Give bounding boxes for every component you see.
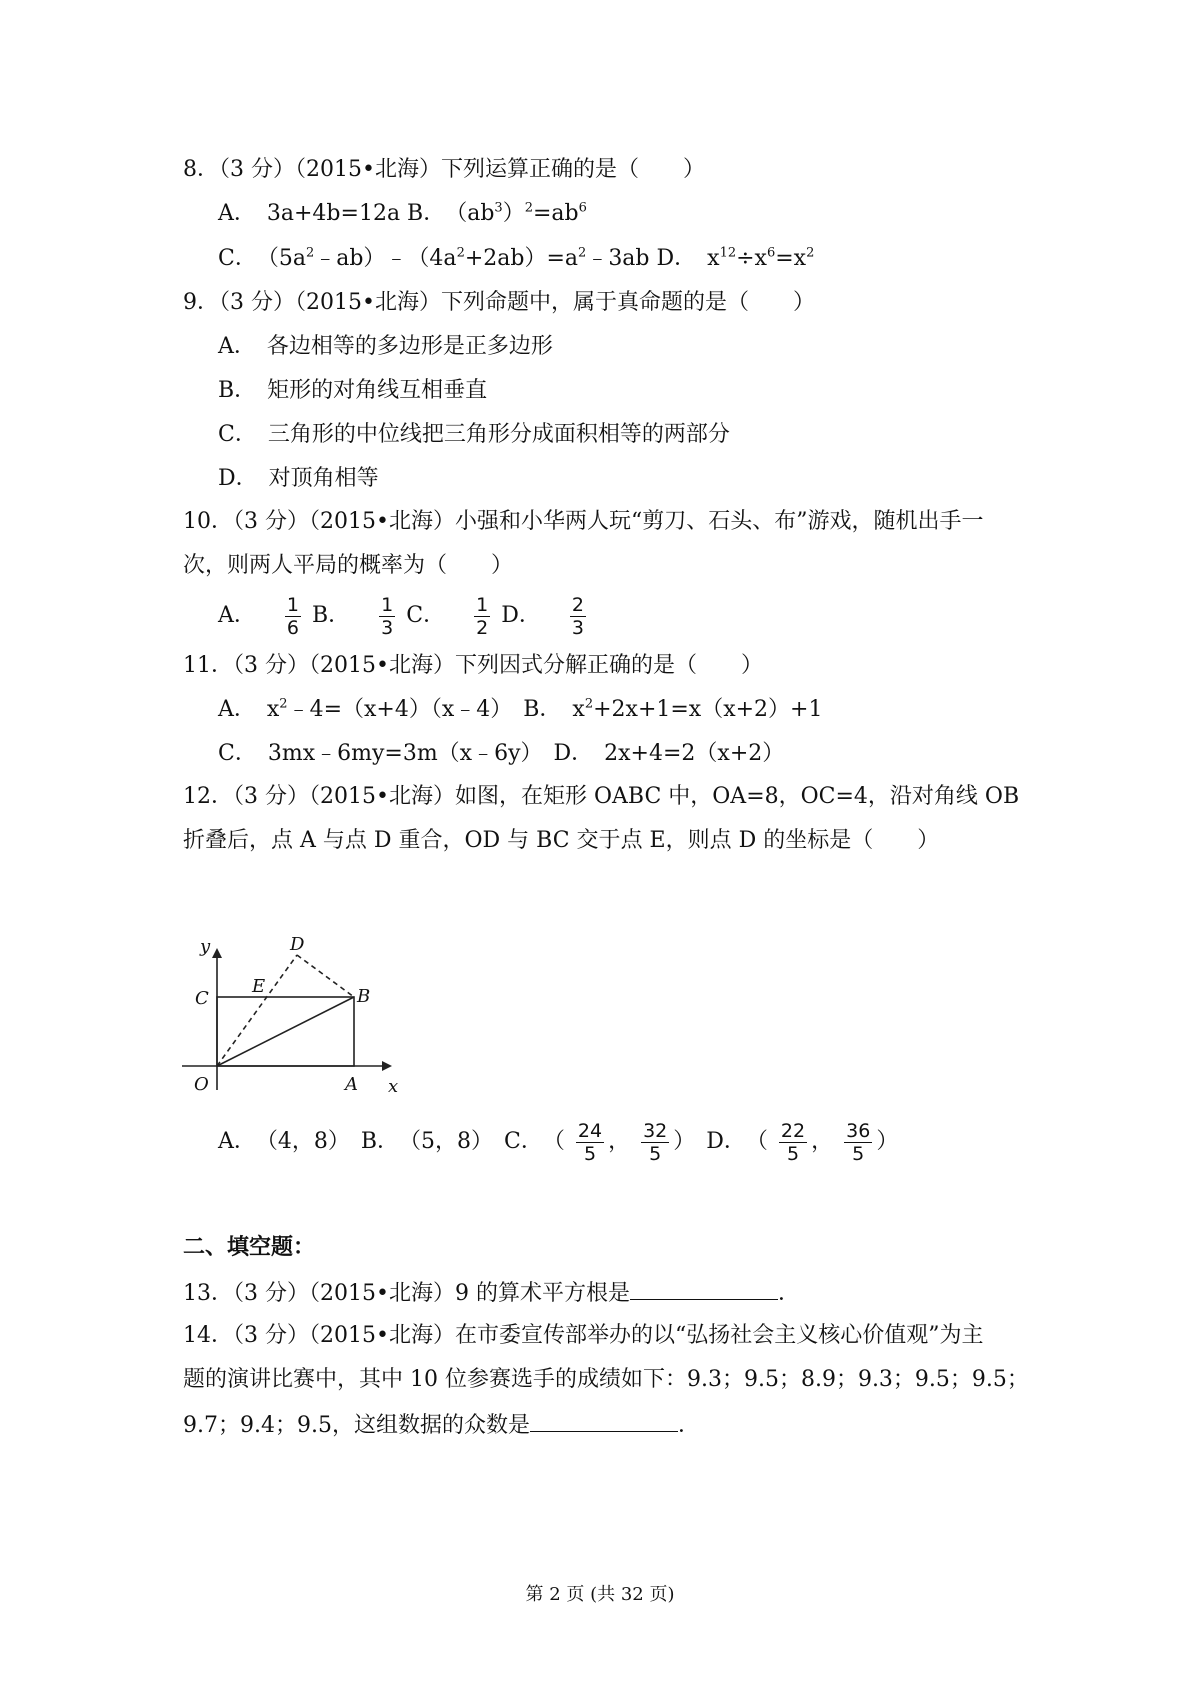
y-axis-arrow <box>212 948 222 958</box>
label-b: B <box>357 986 371 1007</box>
x-axis-arrow <box>382 1061 392 1071</box>
q12-options: A． （4，8） B． （5，8） C． （ $\frac{24}{5}$ ， $\frac{32}{5}$ ） D． （ $\frac{22}{5}$ ， $\frac{36}{5}$ ） <box>218 1119 899 1165</box>
q11-options-ab: A． $x^2﹣4=(x+4)(x﹣4)$ B． $x^2+2x+1=x(x+2)+1$ <box>218 696 823 722</box>
q10-options: A． $\frac{1}{6}$ B． $\frac{1}{3}$ C． $\frac{1}{2}$ D． $\frac{2}{3}$ <box>218 593 584 639</box>
q8-options-ab: A． 3a+4b=12a B． $(ab^3)^2=ab^6$ <box>218 200 587 226</box>
diagonal-ob <box>217 997 354 1066</box>
q13: 13．（3 分）（2015•北海）9 的算术平方根是 ． <box>183 1277 800 1309</box>
q9-option-c: C． 三角形的中位线把三角形分成面积相等的两部分 <box>218 422 730 447</box>
q11-stem: 11．（3 分）（2015•北海）下列因式分解正确的是（ ） <box>183 653 763 678</box>
section-heading-fill-in: 二、填空题： <box>183 1235 316 1260</box>
fraction-22-5: $\frac{22}{5}$ <box>780 1119 806 1165</box>
fraction-32-5: $\frac{32}{5}$ <box>643 1119 668 1165</box>
fold-line-od <box>217 955 297 1066</box>
fraction-24-5: $\frac{24}{5}$ <box>577 1119 603 1165</box>
q9-stem: 9．（3 分）（2015•北海）下列命题中，属于真命题的是（ ） <box>183 290 815 315</box>
label-d: D <box>290 934 305 955</box>
label-e: E <box>252 976 266 997</box>
fraction-1-3: $\frac{1}{3}$ <box>381 593 394 639</box>
q10-stem-line2: 次，则两人平局的概率为（ ） <box>183 553 514 578</box>
fraction-2-3: $\frac{2}{3}$ <box>571 593 584 639</box>
q9-option-d: D． 对顶角相等 <box>218 466 379 491</box>
q14-stem-line1: 14．（3 分）（2015•北海）在市委宣传部举办的以“弘扬社会主义核心价值观”为主 <box>183 1323 984 1348</box>
fraction-36-5: $\frac{36}{5}$ <box>846 1119 871 1165</box>
label-a: A <box>345 1074 358 1095</box>
q14-stem-line3: 9.7；9.4；9.5，这组数据的众数是 ． <box>183 1409 700 1441</box>
q9-option-a: A． 各边相等的多边形是正多边形 <box>218 334 553 359</box>
fraction-1-2: $\frac{1}{2}$ <box>476 593 489 639</box>
q8-stem: 8．（3 分）（2015•北海）下列运算正确的是（ ） <box>183 157 705 182</box>
label-c: C <box>195 988 209 1009</box>
q12-stem-line2: 折叠后，点 A 与点 D 重合，OD 与 BC 交于点 E，则点 D 的坐标是（ ） <box>183 828 940 853</box>
page-footer: 第 2 页 (共 32 页) <box>525 1584 675 1605</box>
q12-stem-line1: 12．（3 分）（2015•北海）如图，在矩形 OABC 中，OA=8，OC=4，沿对角线 OB <box>183 784 1020 809</box>
fraction-1-6: $\frac{1}{6}$ <box>286 593 299 639</box>
q14-stem-line2: 题的演讲比赛中，其中 10 位参赛选手的成绩如下：9.3；9.5；8.9；9.3；9.5；9.5； <box>183 1367 1029 1392</box>
rectangle-fold-figure <box>180 930 410 1100</box>
q10-stem-line1: 10．（3 分）（2015•北海）小强和小华两人玩“剪刀、石头、布”游戏，随机出手一 <box>183 509 984 534</box>
q8-options-cd: C． $(5a^2﹣ab)﹣(4a^2+2ab)=a^2﹣3ab$ D． $x^{12}\div x^6=x^2$ <box>218 245 815 271</box>
fold-line-db <box>297 955 354 997</box>
label-o: O <box>194 1074 209 1095</box>
label-y: y <box>200 936 211 957</box>
q11-options-cd: C． 3mx﹣6my=3m（x﹣6y） D． 2x+4=2（x+2） <box>218 741 785 766</box>
q13-answer-blank <box>630 1277 778 1300</box>
q14-answer-blank <box>530 1409 678 1432</box>
label-x: x <box>388 1076 399 1097</box>
q9-option-b: B． 矩形的对角线互相垂直 <box>218 378 488 403</box>
